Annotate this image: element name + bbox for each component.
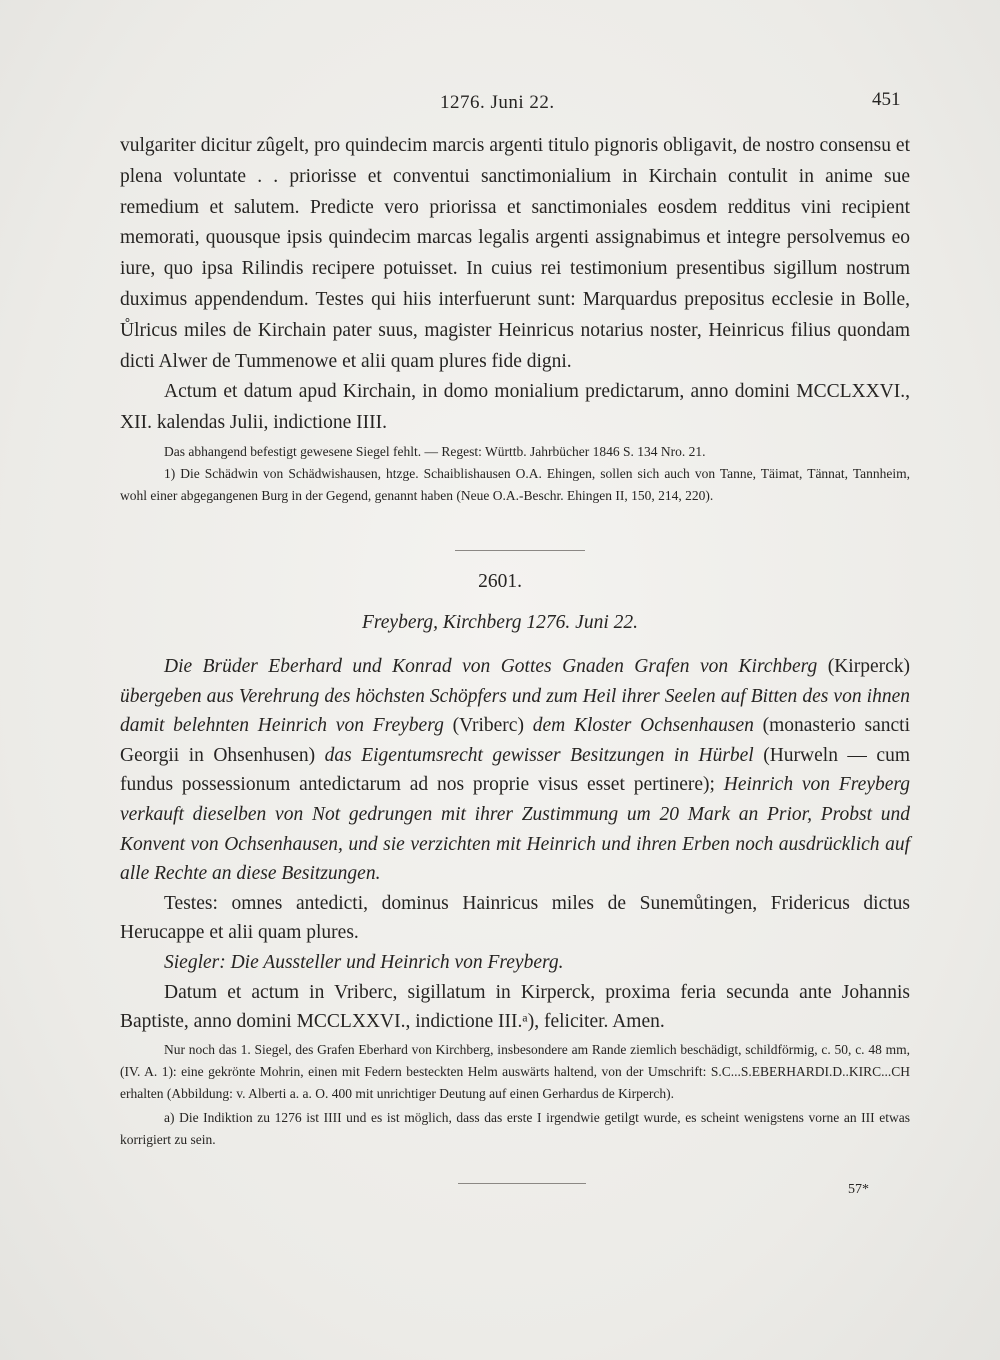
bottom-divider bbox=[458, 1183, 586, 1184]
previous-charter-continuation bbox=[120, 131, 910, 507]
summary-segment: (monasterio sancti Georgii in Ohsenhusen) bbox=[120, 715, 910, 766]
document-number: 2601. bbox=[478, 571, 522, 592]
place-and-date: Freyberg, Kirchberg 1276. Juni 22. bbox=[361, 612, 639, 633]
page-number: 451 bbox=[872, 89, 901, 110]
signature-mark: 57* bbox=[848, 1182, 869, 1197]
seal-description-note: Nur noch das 1. Siegel, des Grafen Eberhard von Kirchberg, insbesondere am Rande ziemlich beschädigt, schildförmig, c. 50, c. 48 mm, (IV. A. 1): eine gekrönte Mohrin, einen mit Federn besteckten Helm auswärts haltend, von der Umschrift: S.C...S.EBERHARDI.D..KIRC...CH erhalten (Abbildung: v. Alberti a. a. O. 400 mit unrichtiger Deutung auf einen Gerhardus de Kirperch). bbox=[120, 1041, 910, 1101]
summary-segment: (Vriberc) bbox=[452, 715, 533, 737]
seal-note: Das abhangend befestigt gewesene Siegel fehlt. — Regest: Württb. Jahrbücher 1846 S. 134 Nro. 21. bbox=[164, 443, 706, 459]
summary-segment: das Eigentumsrecht gewisser Besitzungen in Hürbel bbox=[324, 744, 764, 766]
footnote-a: a) Die Indiktion zu 1276 ist IIII und es ist möglich, dass das erste I irgendwie getilgt wurde, es scheint wenigstens vorne an III etwas korrigiert zu sein. bbox=[120, 1109, 910, 1147]
section-divider bbox=[455, 550, 585, 551]
actum-paragraph: Actum et datum apud Kirchain, in domo monialium predictarum, anno domini MCCLXXVI., XII. kalendas Julii, indictione IIII. bbox=[120, 381, 910, 434]
regest-summary bbox=[120, 652, 910, 889]
charter-2601 bbox=[120, 652, 910, 1151]
summary-segment: dem Kloster Ochsenhausen bbox=[532, 715, 763, 737]
charter-text-paragraph: vulgariter dicitur zûgelt, pro quindecim marcis argenti titulo pignoris obligavit, de nostro consensu et plena voluntate . . priorisse et conventui sanctimonialium in Kirchain contulit in anime sue remedium et salutem. Predicte vero priorissa et sanctimoniales eosdem redditus vini recipient memorati, quousque ipsis quindecim marcas legalis argenti assignabimus et integre persolvemus eo iure, quo ipsa Rilindis recipere potuisset. In cuius rei testimonium presentibus sigillum nostrum duximus appendendum. Testes qui hiis interfuerunt sunt: Marquardus prepositus ecclesie in Bolle, Ůlricus miles de Kirchain pater suus, magister Heinricus notarius noster, Heinricus filius quondam dicti Alwer de Tummenowe et alii quam plures fide digni. bbox=[120, 135, 910, 372]
summary-segment: (Hurweln — cum fundus possessionum antedictarum ad nos proprie visus esset pertinere); bbox=[120, 744, 910, 796]
summary-segment: Heinrich von Freyberg verkauft dieselben von Not gedrungen mit ihrer Zustimmung um 20 Mark an Prior, Probst und Konvent von Ochsenhausen, und sie verzichten mit Heinrich und ihren Erben noch ausdrücklich auf alle Rechte an diese Besitzungen. bbox=[120, 774, 911, 885]
summary-segment: (Kirperck) bbox=[827, 656, 910, 677]
footnote-1: 1) Die Schädwin von Schädwishausen, htzge. Schaiblishausen O.A. Ehingen, sollen sich auch von Tanne, Täimat, Tännat, Tannheim, wohl einer abgegangenen Burg in der Gegend, genannt haben (Neue O.A.-Beschr. Ehingen II, 150, 214, 220). bbox=[120, 465, 910, 503]
sealers-paragraph: Siegler: Die Aussteller und Heinrich von Freyberg. bbox=[164, 951, 564, 973]
running-header-date: 1276. Juni 22. bbox=[440, 92, 555, 113]
witnesses-paragraph: Testes: omnes antedicti, dominus Hainricus miles de Sunemůtingen, Fridericus dictus Herucappe et alii quam plures. bbox=[120, 892, 910, 944]
summary-segment: Die Brüder Eberhard und Konrad von Gottes Gnaden Grafen von Kirchberg bbox=[164, 656, 828, 677]
summary-segment: übergeben aus Verehrung des höchsten Schöpfers und zum Heil ihrer Seelen auf Bitten des von ihnen damit belehnten Heinrich von Freyberg bbox=[120, 685, 910, 737]
datum-paragraph: Datum et actum in Vriberc, sigillatum in Kirperck, proxima feria secunda ante Johannis Baptiste, anno domini MCCLXXVI., indictione III.ᵃ), feliciter. Amen. bbox=[120, 981, 910, 1033]
